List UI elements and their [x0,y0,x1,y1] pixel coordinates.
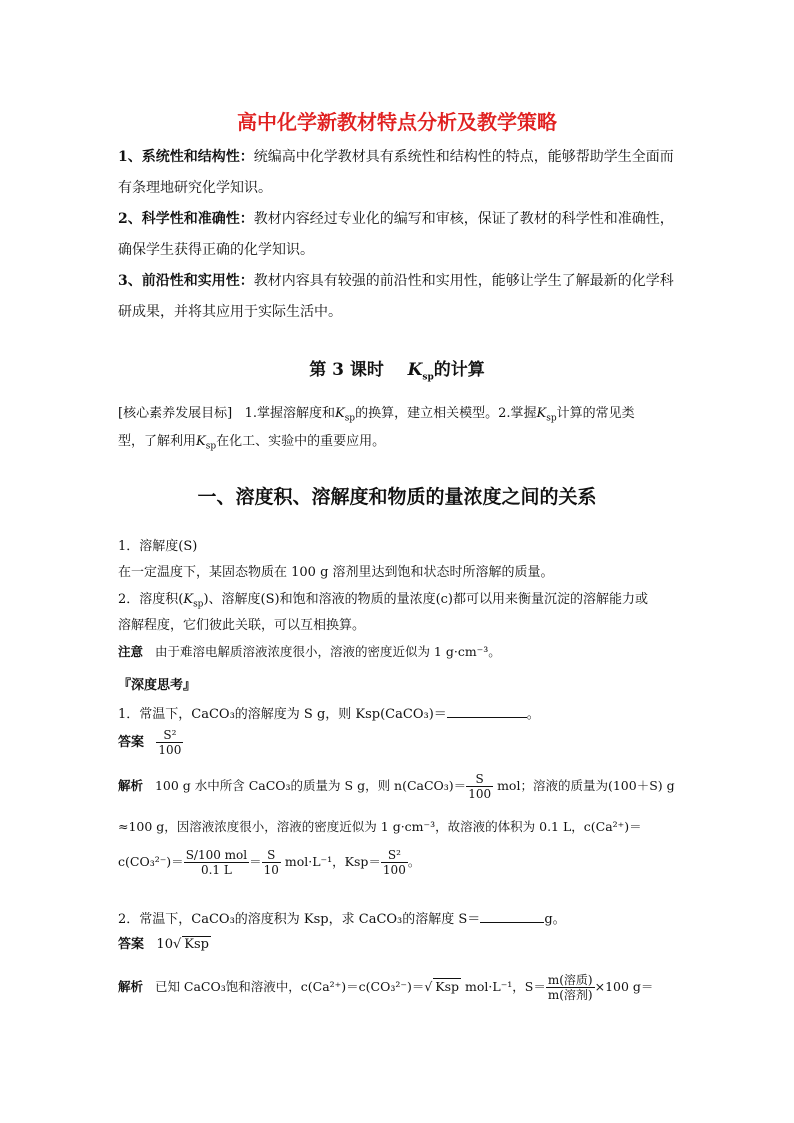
answer-2-label: 答案 [118,937,145,952]
feature-1-head: 1、系统性和结构性： [118,149,254,165]
lesson-sub: sp [422,372,434,383]
feature-3-line1: 教材内容具有较强的前沿性和实用性，能够让学生了解最新的化学科 [253,273,674,289]
analysis-1-l3c: mol·L⁻¹，Ksp＝ [284,854,381,869]
section-heading: 一、溶度积、溶解度和物质的量浓度之间的关系 [197,486,597,508]
answer-1 [118,728,183,757]
answer-1-den: 100 [158,743,182,757]
answer-2-radicand: Ksp [184,937,209,952]
document-title: 高中化学新教材特点分析及教学策略 [237,110,557,134]
feature-1 [118,146,674,166]
analysis-1-l3d: 。 [407,854,421,869]
analysis-1-line2: ≈100 g，因溶液浓度很小，溶液的密度近似为 1 g·cm⁻³，故溶液的体积为 0.1 L，c(Ca²⁺)＝ [118,819,642,834]
goal-line2b: 在化工、实验中的重要应用。 [216,434,386,449]
analysis-2-fd: m(溶剂) [547,988,593,1002]
analysis-2-radicand: Ksp [435,979,460,994]
analysis-1-f3d: 10 [263,863,279,877]
note-label: 注意 [118,644,144,659]
feature-1-line1: 统编高中化学教材具有系统性和结构性的特点，能够帮助学生全面而 [253,149,674,165]
feature-2-line2: 确保学生获得正确的化学知识。 [118,242,314,258]
analysis-1-f1n: S [466,772,493,787]
analysis-1-frac2 [184,848,249,877]
analysis-1-line3 [118,848,420,877]
analysis-1-line1 [118,772,675,801]
question-1 [118,703,540,722]
question-1-text: 1．常温下，CaCO₃的溶解度为 S g，则 Ksp(CaCO₃)＝ [118,707,447,722]
feature-3-line2: 研成果，并将其应用于实际生活中。 [118,304,342,320]
analysis-1-f4d: 100 [382,863,406,877]
feature-2 [118,208,674,228]
analysis-1-l1b: mol；溶液的质量为(100＋S) g [497,778,675,793]
analysis-2: 解析 已知 CaCO₃饱和溶液中，c(Ca²⁺)＝c(CO₃²⁻)＝√ Ksp mol·L⁻¹，S＝ $\frac{\text{m(溶质)}}{\text{m(溶剂)}}$ ×100 g＝ [118,973,654,1002]
analysis-2-label: 解析 [118,979,144,994]
note-text: 由于难溶电解质溶液浓度很小，溶液的密度近似为 1 g·cm⁻³。 [154,644,501,659]
feature-2-head: 2、科学性和准确性： [118,211,254,227]
answer-1-fraction [156,728,183,757]
question-2-end: g。 [544,912,566,927]
lesson-suffix: 的计算 [433,360,485,380]
analysis-2-b: mol·L⁻¹，S＝ [465,979,546,994]
answer-1-label: 答案 [118,735,145,750]
lesson-heading [0,355,794,382]
question-2-text: 2．常温下，CaCO₃的溶度积为 Ksp，求 CaCO₃的溶解度 S＝ [118,912,481,927]
analysis-2-c: ×100 g＝ [594,979,654,994]
answer-2: 答案 10√ Ksp [118,937,209,952]
item2-b: )、溶解度(S)和饱和溶液的物质的量浓度(c)都可以用来衡量沉淀的溶解能力或 [203,592,648,607]
analysis-1-f2n: S/100 mol [185,848,248,862]
goal-t2: 的换算，建立相关模型。2.掌握 [355,406,537,421]
analysis-1-f1d: 100 [468,787,492,801]
note [118,642,501,660]
goal-t3: 计算的常见类 [556,406,635,421]
analysis-2-frac [546,973,595,1002]
lesson-prefix: 第 3 课时 [309,360,384,380]
answer-blank-1[interactable] [447,705,527,718]
analysis-1-frac4 [381,848,408,877]
item2-line1: 2．溶度积$(K_{sp})$、溶解度(S)和饱和溶液的物质的量浓度(c)都可以用来衡量沉淀的溶解能力或 [118,592,648,610]
analysis-1-frac3 [262,848,281,877]
analysis-2-a: 已知 CaCO₃饱和溶液中，c(Ca²⁺)＝c(CO₃²⁻)＝ [154,979,425,994]
lesson-k: K [407,360,423,380]
goal-line-2: 型，了解利用$K_{sp}$在化工、实验中的重要应用。 [118,434,386,452]
goal-t1: 1.掌握溶解度和 [244,406,335,421]
deep-thinking-heading: 『深度思考』 [118,678,197,693]
analysis-1-l3a: c(CO₃²⁻)＝ [118,854,184,869]
question-1-end: 。 [526,707,540,722]
analysis-1-frac1 [466,772,493,801]
item2-line2: 溶解程度，它们彼此关联，可以互相换算。 [118,618,366,633]
goal-line-1: [核心素养发展目标] 1.掌握溶解度和$K_{sp}$的换算，建立相关模型。2.掌握$K_{sp}$计算的常见类 [118,406,635,424]
answer-blank-2[interactable] [480,910,544,923]
feature-3 [118,270,674,290]
analysis-1-f2d: 0.1 L [200,863,232,877]
item2-a: 2．溶度积( [118,592,184,607]
item1-text: 在一定温度下，某固态物质在 100 g 溶剂里达到饱和状态时所溶解的质量。 [118,565,554,580]
question-2 [118,908,566,927]
feature-2-line1: 教材内容经过专业化的编写和审核，保证了教材的科学性和准确性， [253,211,674,227]
feature-1-line2: 有条理地研究化学知识。 [118,180,272,196]
item1-label: 1．溶解度(S) [118,539,198,554]
answer-1-num: S² [156,728,183,743]
analysis-1-label: 解析 [118,778,144,793]
analysis-2-fn: m(溶质) [547,973,593,987]
analysis-1-l3b: ＝ [249,854,262,869]
answer-2-prefix: 10 [156,937,173,952]
goal-bracket: [核心素养发展目标] [118,406,233,421]
feature-3-head: 3、前沿性和实用性： [118,273,254,289]
goal-line2a: 型，了解利用 [118,434,197,449]
analysis-1-l1a: 100 g 水中所含 CaCO₃的质量为 S g，则 n(CaCO₃)＝ [154,778,467,793]
analysis-1-f3n: S [262,848,281,863]
analysis-1-f4n: S² [381,848,408,863]
